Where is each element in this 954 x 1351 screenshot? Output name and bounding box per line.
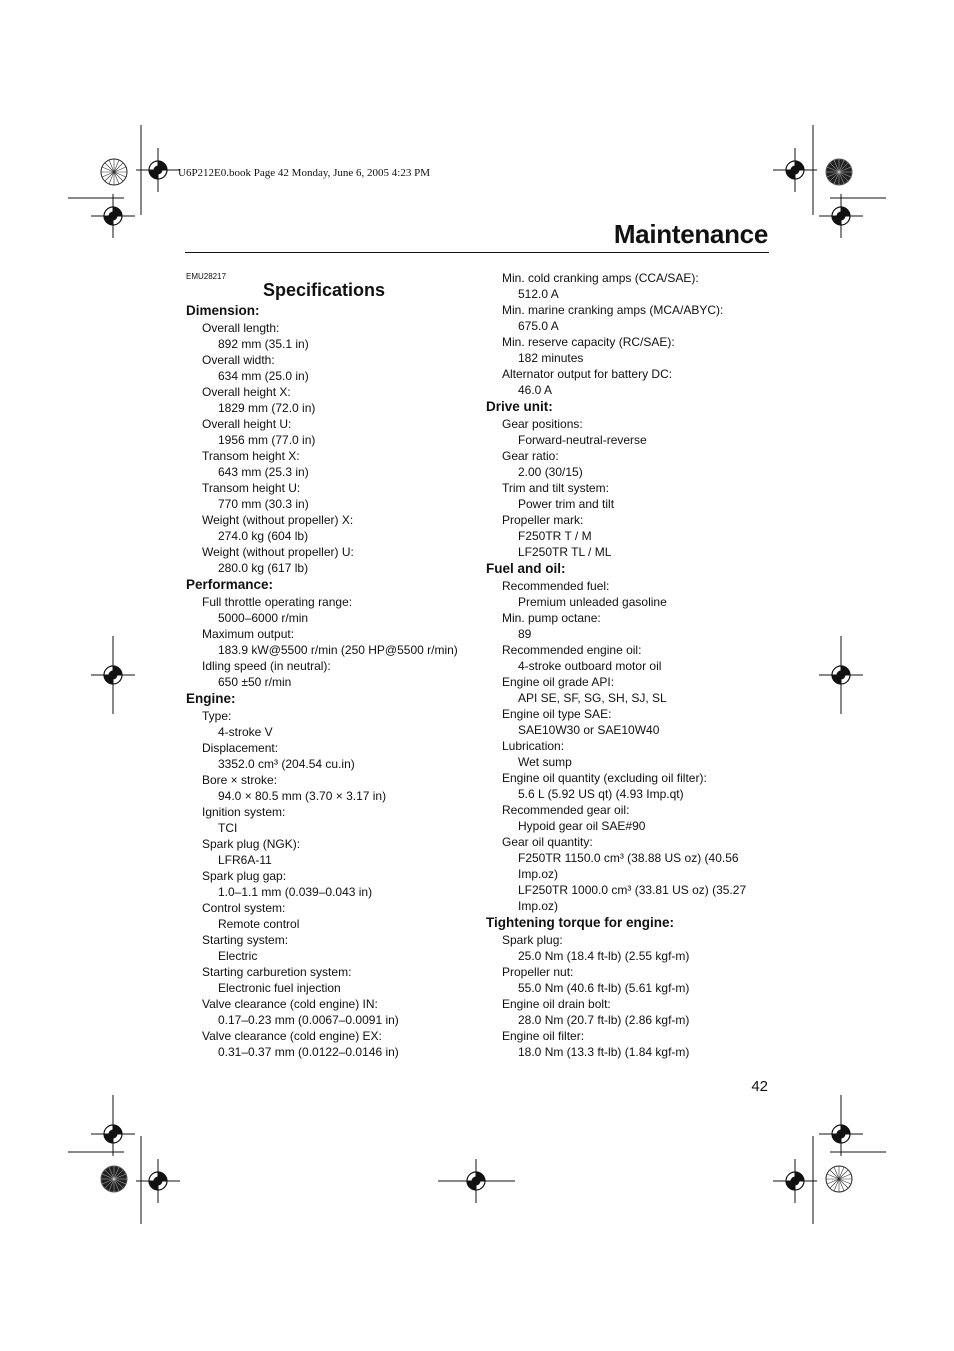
spec-label: Starting system: xyxy=(202,933,289,947)
spec-value: API SE, SF, SG, SH, SJ, SL xyxy=(518,691,667,705)
spec-label: Spark plug gap: xyxy=(202,869,287,883)
spec-value: 643 mm (25.3 in) xyxy=(218,465,309,479)
spec-label: Spark plug: xyxy=(502,933,563,947)
spec-value: 280.0 kg (617 lb) xyxy=(218,561,309,575)
spec-label: Min. cold cranking amps (CCA/SAE): xyxy=(502,271,699,285)
spec-value: 512.0 A xyxy=(518,287,559,301)
spec-value: 1.0–1.1 mm (0.039–0.043 in) xyxy=(218,885,373,899)
spec-label: Lubrication: xyxy=(502,739,565,753)
spec-label: Recommended gear oil: xyxy=(502,803,630,817)
spec-value: 183.9 kW@5500 r/min (250 HP@5500 r/min) xyxy=(218,643,458,657)
spec-group-title: Drive unit: xyxy=(486,399,553,414)
spec-value: LF250TR 1000.0 cm³ (33.81 US oz) (35.27 Imp.oz) xyxy=(518,883,747,913)
spec-label: Min. pump octane: xyxy=(502,611,601,625)
spec-group-title: Performance: xyxy=(186,577,274,592)
spec-value: LFR6A-11 xyxy=(218,853,272,867)
spec-value: 1956 mm (77.0 in) xyxy=(218,433,316,447)
spec-value: 770 mm (30.3 in) xyxy=(218,497,309,511)
spec-value: 4-stroke outboard motor oil xyxy=(518,659,662,673)
spec-value: 892 mm (35.1 in) xyxy=(218,337,309,351)
spec-value: 274.0 kg (604 lb) xyxy=(218,529,309,543)
spec-label: Propeller mark: xyxy=(502,513,584,527)
code-label: EMU28217 xyxy=(186,272,227,281)
spec-value: 5.6 L (5.92 US qt) (4.93 Imp.qt) xyxy=(518,787,684,801)
spec-label: Engine oil drain bolt: xyxy=(502,997,611,1011)
spec-label: Min. reserve capacity (RC/SAE): xyxy=(502,335,675,349)
spec-value: Power trim and tilt xyxy=(518,497,615,511)
spec-label: Min. marine cranking amps (MCA/ABYC): xyxy=(502,303,724,317)
spec-value: Remote control xyxy=(218,917,300,931)
book-header: U6P212E0.book Page 42 Monday, June 6, 2005 4:23 PM xyxy=(178,167,430,179)
spec-label: Weight (without propeller) X: xyxy=(202,513,354,527)
spec-value: 28.0 Nm (20.7 ft-lb) (2.86 kgf-m) xyxy=(518,1013,690,1027)
spec-value: 55.0 Nm (40.6 ft-lb) (5.61 kgf-m) xyxy=(518,981,690,995)
spec-value: 4-stroke V xyxy=(218,725,273,739)
spec-group-title: Tightening torque for engine: xyxy=(486,915,674,930)
spec-label: Gear positions: xyxy=(502,417,583,431)
spec-value: F250TR 1150.0 cm³ (38.88 US oz) (40.56 Imp.oz) xyxy=(518,851,739,881)
spec-value: SAE10W30 or SAE10W40 xyxy=(518,723,660,737)
spec-value: Premium unleaded gasoline xyxy=(518,595,667,609)
spec-label: Propeller nut: xyxy=(502,965,574,979)
spec-label: Transom height X: xyxy=(202,449,300,463)
spec-label: Valve clearance (cold engine) IN: xyxy=(202,997,378,1011)
right-column xyxy=(486,270,786,1060)
spec-group-title: Dimension: xyxy=(186,303,260,318)
spec-value: 634 mm (25.0 in) xyxy=(218,369,309,383)
spec-label: Ignition system: xyxy=(202,805,286,819)
spec-value: 5000–6000 r/min xyxy=(218,611,309,625)
spec-label: Engine oil grade API: xyxy=(502,675,615,689)
spec-label: Starting carburetion system: xyxy=(202,965,352,979)
spec-value: 18.0 Nm (13.3 ft-lb) (1.84 kgf-m) xyxy=(518,1045,690,1059)
spec-label: Weight (without propeller) U: xyxy=(202,545,354,559)
spec-label: Bore × stroke: xyxy=(202,773,278,787)
spec-group-title: Engine: xyxy=(186,691,236,706)
left-column xyxy=(186,302,486,1060)
spec-value: 182 minutes xyxy=(518,351,584,365)
spec-label: Alternator output for battery DC: xyxy=(502,367,673,381)
section-title: Maintenance xyxy=(613,219,768,249)
spec-label: Gear ratio: xyxy=(502,449,559,463)
spec-label: Recommended engine oil: xyxy=(502,643,642,657)
spec-value: Wet sump xyxy=(518,755,572,769)
spec-label: Spark plug (NGK): xyxy=(202,837,301,851)
spec-label: Gear oil quantity: xyxy=(502,835,593,849)
spec-label: Engine oil type SAE: xyxy=(502,707,612,721)
spec-value: Electric xyxy=(218,949,258,963)
spec-label: Transom height U: xyxy=(202,481,301,495)
spec-value: 650 ±50 r/min xyxy=(218,675,292,689)
spec-value: 94.0 × 80.5 mm (3.70 × 3.17 in) xyxy=(218,789,387,803)
spec-group-title: Fuel and oil: xyxy=(486,561,566,576)
spec-label: Displacement: xyxy=(202,741,279,755)
spec-label: Maximum output: xyxy=(202,627,295,641)
spec-title: Specifications xyxy=(263,280,386,300)
spec-label: Valve clearance (cold engine) EX: xyxy=(202,1029,382,1043)
spec-label: Trim and tilt system: xyxy=(502,481,609,495)
spec-label: Control system: xyxy=(202,901,286,915)
spec-value: 0.17–0.23 mm (0.0067–0.0091 in) xyxy=(218,1013,399,1027)
spec-value: TCI xyxy=(218,821,238,835)
spec-label: Engine oil quantity (excluding oil filter): xyxy=(502,771,707,785)
spec-label: Full throttle operating range: xyxy=(202,595,353,609)
spec-label: Engine oil filter: xyxy=(502,1029,585,1043)
spec-label: Overall height U: xyxy=(202,417,292,431)
spec-value: Electronic fuel injection xyxy=(218,981,341,995)
spec-label: Overall length: xyxy=(202,321,280,335)
header-divider xyxy=(185,252,769,253)
spec-value: Hypoid gear oil SAE#90 xyxy=(518,819,646,833)
spec-value: 675.0 A xyxy=(518,319,559,333)
spec-label: Overall height X: xyxy=(202,385,291,399)
spec-value: F250TR T / M xyxy=(518,529,592,543)
spec-value: 25.0 Nm (18.4 ft-lb) (2.55 kgf-m) xyxy=(518,949,690,963)
spec-value: Forward-neutral-reverse xyxy=(518,433,647,447)
spec-value: 2.00 (30/15) xyxy=(518,465,583,479)
spec-label: Overall width: xyxy=(202,353,275,367)
spec-value: 1829 mm (72.0 in) xyxy=(218,401,316,415)
spec-value: LF250TR TL / ML xyxy=(518,545,612,559)
spec-value: 46.0 A xyxy=(518,383,553,397)
spec-value: 89 xyxy=(518,627,532,641)
spec-label: Recommended fuel: xyxy=(502,579,610,593)
spec-label: Idling speed (in neutral): xyxy=(202,659,331,673)
spec-label: Type: xyxy=(202,709,232,723)
spec-value: 3352.0 cm³ (204.54 cu.in) xyxy=(218,757,355,771)
spec-value: 0.31–0.37 mm (0.0122–0.0146 in) xyxy=(218,1045,399,1059)
page-number: 42 xyxy=(751,1078,768,1095)
